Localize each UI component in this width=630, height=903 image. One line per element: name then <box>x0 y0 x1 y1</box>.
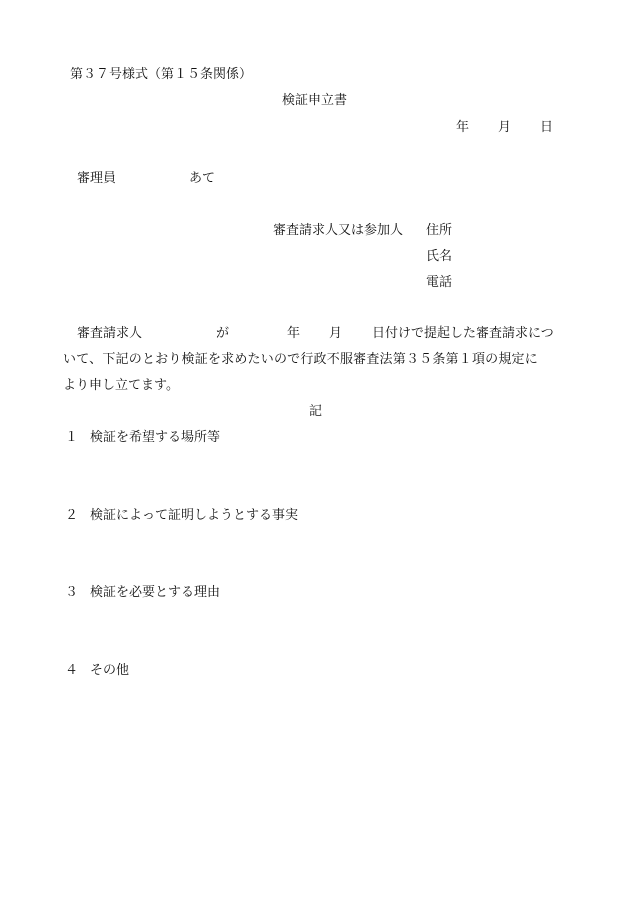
applicant-role-label: 審査請求人又は参加人 <box>273 223 404 238</box>
body-line2: いて、下記のとおり検証を求めたいので行政不服審査法第３５条第１項の規定に <box>63 352 538 367</box>
body-year-label: 年 <box>287 326 301 341</box>
month-label: 月 <box>498 120 512 135</box>
recipient-suffix: あて <box>189 171 216 186</box>
ki-heading: 記 <box>309 404 323 419</box>
body-ga: が <box>216 326 230 341</box>
year-label: 年 <box>456 120 470 135</box>
item-text: その他 <box>90 663 130 678</box>
body-line3: より申し立てます。 <box>63 378 179 393</box>
name-label: 氏名 <box>426 249 453 264</box>
recipient-label: 審理員 <box>77 171 117 186</box>
item-text: 検証によって証明しようとする事実 <box>90 508 299 523</box>
body-applicant-label: 審査請求人 <box>77 326 143 341</box>
document-title: 検証申立書 <box>282 93 348 108</box>
form-number: 第３７号様式（第１５条関係） <box>70 67 253 82</box>
item-number: ３ <box>65 585 79 600</box>
day-label: 日 <box>540 120 554 135</box>
item-number: ４ <box>65 663 79 678</box>
body-line1-rest: 日付けで提起した審査請求につ <box>372 326 554 341</box>
item-text: 検証を希望する場所等 <box>90 430 221 445</box>
address-label: 住所 <box>426 223 453 238</box>
body-month-label: 月 <box>329 326 343 341</box>
phone-label: 電話 <box>426 275 453 290</box>
item-number: ２ <box>65 508 79 523</box>
item-number: １ <box>65 430 79 445</box>
item-text: 検証を必要とする理由 <box>90 585 221 600</box>
